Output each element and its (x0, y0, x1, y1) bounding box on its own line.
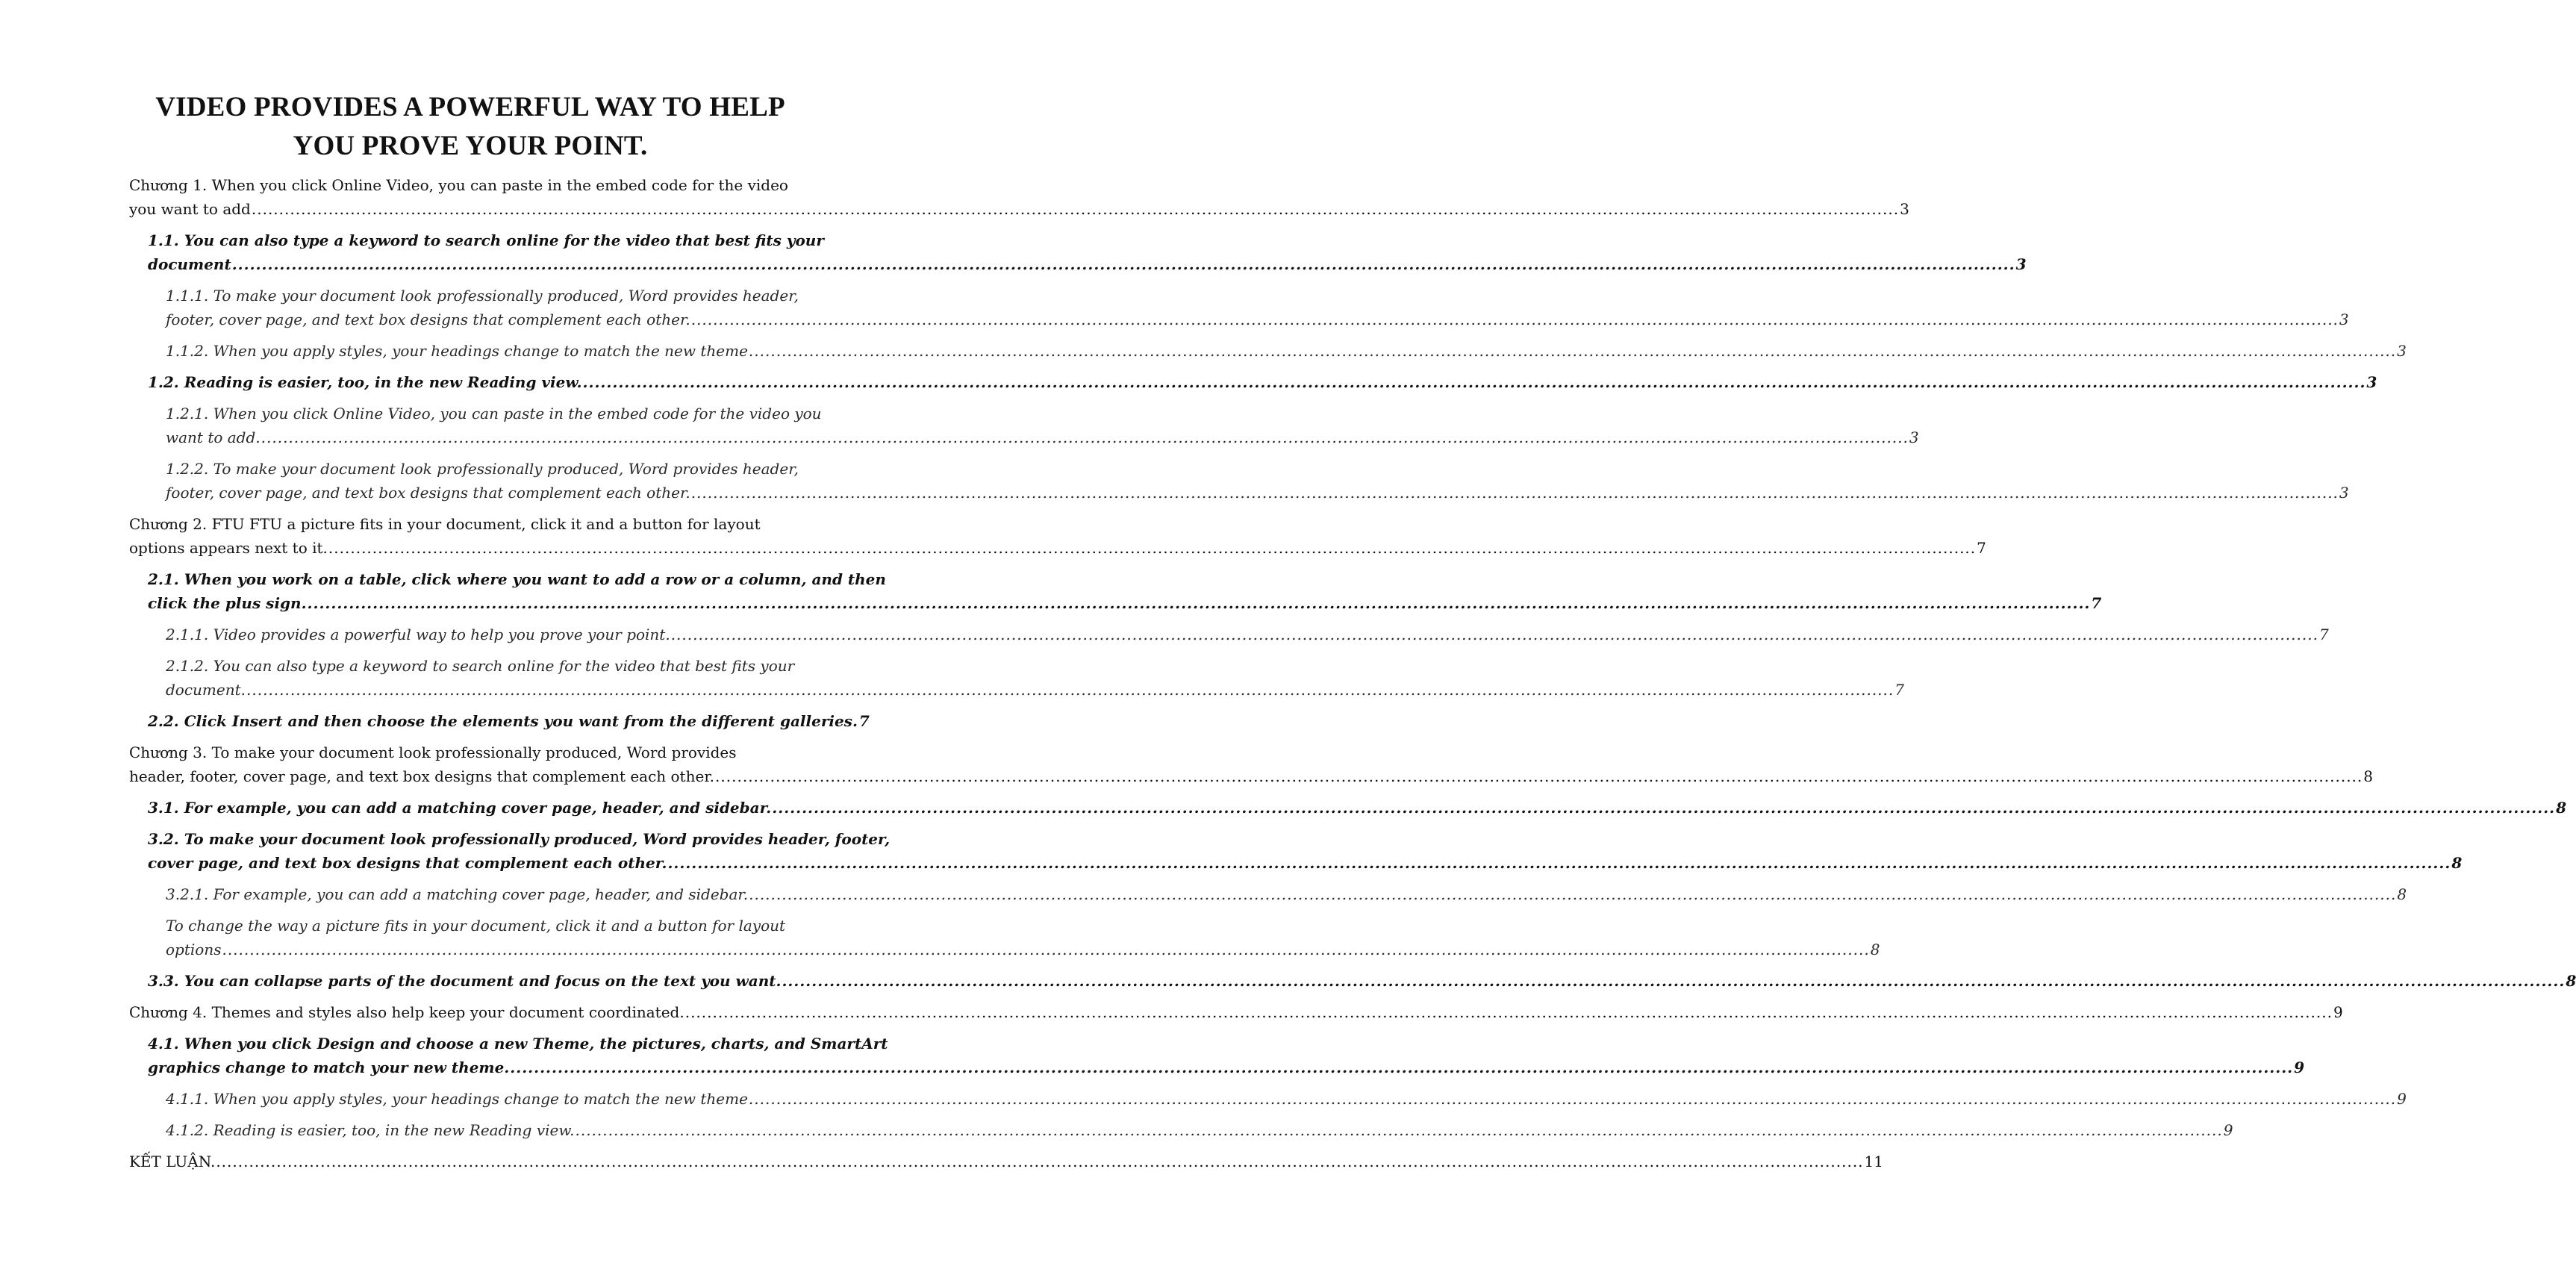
toc-page-number: 9 (2333, 1003, 2343, 1021)
toc-entry-last-line (148, 370, 2377, 394)
toc-entry[interactable] (129, 1087, 2407, 1111)
toc-page-number: 3 (2015, 255, 2027, 273)
toc-entry-text: Chương 2. FTU FTU a picture fits in your document, click it and a button for layout (129, 515, 761, 533)
toc-page-number: 7 (1894, 681, 1904, 699)
toc-page-number: 9 (2397, 1090, 2407, 1108)
toc-entry-last-line (148, 591, 2102, 615)
toc-entry-text: document (148, 255, 231, 273)
toc-entry[interactable] (129, 284, 2349, 331)
toc-entry[interactable] (129, 969, 2576, 993)
dot-leader: ............................................................................................................................................................................................................................................................................................................ (575, 1121, 2223, 1139)
toc-page-number: 8 (2556, 799, 2567, 817)
toc-entry[interactable] (129, 228, 2027, 276)
toc-page-number: 11 (1864, 1153, 1883, 1170)
toc-entry[interactable] (129, 1118, 2233, 1142)
toc-page-number: 9 (2294, 1058, 2305, 1076)
toc-entry-text: 1.2. Reading is easier, too, in the new Reading view. (148, 373, 582, 391)
toc-entry-last-line (129, 1150, 1883, 1173)
toc-entry-last-line (129, 764, 2374, 788)
toc-entry-last-line (129, 197, 1909, 221)
toc-page-number: 3 (2366, 373, 2377, 391)
toc-entry[interactable] (129, 173, 1909, 221)
dot-leader: ............................................................................................................................................................................................................................................................................................................ (222, 941, 1870, 958)
dot-leader: ............................................................................................................................................................................................................................................................................................................ (216, 1153, 1864, 1170)
toc-entry[interactable] (129, 709, 870, 733)
dot-leader: ............................................................................................................................................................................................................................................................................................................ (684, 1003, 2333, 1021)
toc-entry-text: you want to add (129, 200, 251, 218)
dot-leader: ............................................................................................................................................................................................................................................................................................................ (749, 885, 2397, 903)
toc-page-number: 3 (1900, 200, 1909, 218)
toc-entry-text: 2.1.2. You can also type a keyword to search online for the video that best fits your (166, 657, 795, 675)
title-line-2: YOU PROVE YOUR POINT. (293, 131, 648, 161)
dot-leader: ............................................................................................................................................................................................................................................................................................................ (307, 594, 2091, 612)
toc-page-number: 3 (2339, 484, 2349, 502)
toc-entry[interactable] (129, 1032, 2305, 1079)
toc-entry-text: 3.2.1. For example, you can add a matching cover page, header, and sidebar. (166, 885, 749, 903)
toc-entry[interactable] (129, 740, 2374, 788)
dot-leader: ............................................................................................................................................................................................................................................................................................................ (715, 767, 2363, 785)
toc-page-number: 3 (1909, 428, 1919, 446)
toc-page-number: 8 (1870, 941, 1880, 958)
toc-page-number: 7 (1977, 539, 1986, 557)
toc-entry-text: 3.1. For example, you can add a matching cover page, header, and sidebar. (148, 799, 772, 817)
toc-page-number: 7 (2091, 594, 2102, 612)
toc-entry-last-line (166, 882, 2407, 906)
toc-entry-last-line (148, 252, 2027, 276)
table-of-contents (129, 173, 2576, 1181)
toc-entry-last-line (166, 481, 2349, 505)
toc-entry-last-line (148, 1055, 2305, 1079)
toc-entry-text: footer, cover page, and text box designs that complement each other. (166, 311, 690, 328)
toc-entry-text: options (166, 941, 222, 958)
dot-leader: ............................................................................................................................................................................................................................................................................................................ (690, 484, 2339, 502)
toc-entry[interactable] (129, 796, 2567, 820)
toc-page-number: 7 (858, 712, 870, 730)
toc-entry-text: 1.1.1. To make your document look professionally produced, Word provides header, (166, 287, 799, 305)
toc-entry-text: header, footer, cover page, and text box designs that complement each other. (129, 767, 715, 785)
dot-leader: ............................................................................................................................................................................................................................................................................................................ (772, 799, 2556, 817)
toc-entry-text: 2.1. When you work on a table, click where you want to add a row or a column, and then (148, 570, 886, 588)
dot-leader: ............................................................................................................................................................................................................................................................................................................ (670, 626, 2318, 643)
toc-entry-last-line (166, 1087, 2407, 1111)
toc-entry-text: document. (166, 681, 246, 699)
toc-entry-text: To change the way a picture fits in your document, click it and a button for layout (166, 917, 786, 935)
toc-entry[interactable] (129, 370, 2377, 394)
toc-entry[interactable] (129, 827, 2463, 875)
toc-entry-last-line (129, 536, 1986, 560)
toc-entry[interactable] (129, 882, 2407, 906)
toc-entry-last-line (166, 938, 1880, 961)
dot-leader: ............................................................................................................................................................................................................................................................................................................ (748, 342, 2397, 360)
dot-leader: ............................................................................................................................................................................................................................................................................................................ (231, 255, 2015, 273)
toc-page-number: 7 (2318, 626, 2329, 643)
toc-entry[interactable] (129, 512, 1986, 560)
toc-entry-last-line (166, 623, 2329, 646)
toc-entry-text: 4.1. When you click Design and choose a new Theme, the pictures, charts, and SmartArt (148, 1035, 888, 1053)
toc-entry-last-line (166, 1118, 2233, 1142)
toc-entry-last-line (148, 851, 2463, 875)
toc-page-number: 3 (2339, 311, 2349, 328)
toc-entry-last-line (166, 339, 2407, 363)
toc-entry-text: 2.1.1. Video provides a powerful way to help you prove your point. (166, 626, 670, 643)
dot-leader: ............................................................................................................................................................................................................................................................................................................ (582, 373, 2366, 391)
toc-entry-last-line (166, 425, 1919, 449)
toc-entry-text: click the plus sign. (148, 594, 307, 612)
toc-page-number: 9 (2223, 1121, 2233, 1139)
dot-leader: ............................................................................................................................................................................................................................................................................................................ (261, 428, 1909, 446)
toc-entry[interactable] (129, 339, 2407, 363)
dot-leader: ............................................................................................................................................................................................................................................................................................................ (251, 200, 1900, 218)
toc-page-number: 8 (2566, 972, 2576, 990)
toc-entry-last-line (129, 1000, 2343, 1024)
title-line-1: VIDEO PROVIDES A POWERFUL WAY TO HELP (155, 92, 785, 122)
toc-entry-last-line (166, 678, 1904, 702)
toc-entry[interactable] (129, 1000, 2343, 1024)
dot-leader: ............................................................................................................................................................................................................................................................................................................ (782, 972, 2566, 990)
dot-leader: ............................................................................................................................................................................................................................................................................................................ (690, 311, 2339, 328)
toc-entry-last-line (166, 308, 2349, 331)
toc-entry-text: Chương 1. When you click Online Video, you can paste in the embed code for the video (129, 176, 788, 194)
toc-entry-text: want to add. (166, 428, 261, 446)
toc-page-number: 8 (2451, 854, 2463, 872)
dot-leader: ............................................................................................................................................................................................................................................................................................................ (328, 539, 1977, 557)
toc-page-number: 8 (2397, 885, 2407, 903)
toc-entry-text: graphics change to match your new theme. (148, 1058, 510, 1076)
toc-entry[interactable] (129, 914, 1880, 961)
toc-entry-text: 4.1.1. When you apply styles, your headings change to match the new theme (166, 1090, 748, 1108)
dot-leader: ............................................................................................................................................................................................................................................................................................................ (246, 681, 1894, 699)
dot-leader: ............................................................................................................................................................................................................................................................................................................ (748, 1090, 2397, 1108)
toc-entry[interactable] (129, 457, 2349, 505)
toc-entry[interactable] (129, 402, 1919, 449)
toc-entry-text: Chương 4. Themes and styles also help keep your document coordinated. (129, 1003, 684, 1021)
dot-leader: ............................................................................................................................................................................................................................................................................................................ (667, 854, 2451, 872)
toc-page-number: 3 (2397, 342, 2407, 360)
toc-page-number: 8 (2363, 767, 2374, 785)
toc-entry[interactable] (129, 654, 1904, 702)
dot-leader: ............................................................................................................................................................................................................................................................................................................ (510, 1058, 2294, 1076)
toc-entry-text: 1.1. You can also type a keyword to search online for the video that best fits your (148, 231, 824, 249)
toc-entry-text: 1.1.2. When you apply styles, your headings change to match the new theme (166, 342, 748, 360)
toc-entry-last-line (148, 969, 2576, 993)
toc-entry-text: 1.2.2. To make your document look professionally produced, Word provides header, (166, 460, 799, 478)
toc-entry-text: 1.2.1. When you click Online Video, you can paste in the embed code for the video you (166, 405, 822, 422)
toc-entry[interactable] (129, 623, 2329, 646)
page-title (112, 88, 829, 166)
toc-entry-text: options appears next to it. (129, 539, 328, 557)
toc-entry-text: Chương 3. To make your document look professionally produced, Word provides (129, 743, 737, 761)
toc-entry-text: footer, cover page, and text box designs that complement each other. (166, 484, 690, 502)
toc-entry-text: 4.1.2. Reading is easier, too, in the new Reading view. (166, 1121, 575, 1139)
toc-entry-text: 3.2. To make your document look professionally produced, Word provides header, footer, (148, 830, 891, 848)
toc-entry[interactable] (129, 1150, 1883, 1173)
toc-entry-last-line (148, 796, 2567, 820)
toc-entry[interactable] (129, 567, 2102, 615)
toc-entry-text: cover page, and text box designs that complement each other. (148, 854, 667, 872)
toc-entry-text: 2.2. Click Insert and then choose the elements you want from the different galleries. (148, 712, 858, 730)
toc-entry-text: KẾT LUẬN. (129, 1153, 216, 1170)
toc-entry-text: 3.3. You can collapse parts of the document and focus on the text you want. (148, 972, 782, 990)
toc-entry-last-line (148, 709, 870, 733)
